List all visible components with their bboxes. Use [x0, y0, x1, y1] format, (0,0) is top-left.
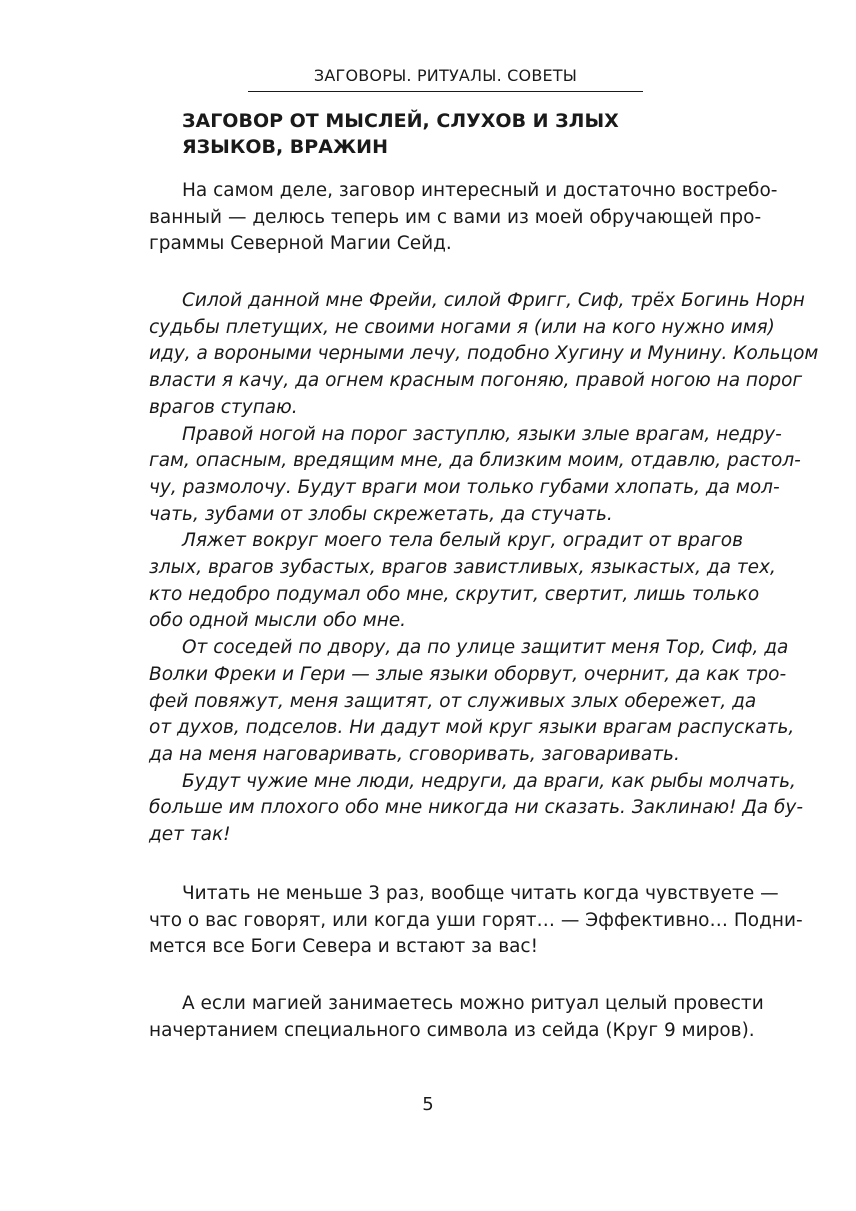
incantation-line: обо одной мысли обо мне. — [149, 610, 407, 632]
incantation-line: Правой ногой на порог заступлю, языки злые врагам, недру- — [182, 423, 782, 445]
chapter-title-line-1: ЗАГОВОР ОТ МЫСЛЕЙ, СЛУХОВ И ЗЛЫХ — [182, 110, 619, 132]
instructions-line: мется все Боги Севера и встают за вас! — [149, 936, 539, 958]
incantation-line: от духов, подселов. Ни дадут мой круг языки врагам распускать, — [149, 717, 795, 739]
incantation-line: дет так! — [149, 824, 231, 846]
chapter-title-line-2: ЯЗЫКОВ, ВРАЖИН — [182, 136, 388, 158]
incantation-line: Ляжет вокруг моего тела белый круг, оградит от врагов — [182, 530, 743, 552]
instructions-line: что о вас говорят, или когда уши горят… — Эффективно… Подни- — [149, 909, 803, 931]
incantation-line: врагов ступаю. — [149, 396, 298, 418]
ritual-note-line: начертанием специального символа из сейда (Круг 9 миров). — [149, 1019, 755, 1041]
incantation-line: иду, а вороными черными лечу, подобно Хугину и Мунину. Кольцом — [149, 343, 819, 365]
incantation-paragraph — [149, 769, 804, 849]
chapter-title — [182, 108, 742, 160]
instructions-line: Читать не меньше 3 раз, вообще читать когда чувствуете — — [182, 883, 779, 904]
incantation-line: да на меня наговаривать, сговоривать, заговаривать. — [149, 743, 680, 765]
incantation-line: судьбы плетущих, не своими ногами я (или на кого нужно имя) — [149, 316, 775, 338]
intro-line: ванный — делюсь теперь им с вами из моей обручающей про- — [149, 206, 762, 228]
incantation-text — [149, 288, 819, 849]
running-header: ЗАГОВОРЫ. РИТУАЛЫ. СОВЕТЫ — [248, 66, 643, 92]
incantation-line: Будут чужие мне люди, недруги, да враги, как рыбы молчать, — [182, 770, 796, 792]
instructions-paragraph — [149, 881, 803, 961]
incantation-paragraph — [149, 528, 776, 635]
ritual-note-line: А если магией занимаетесь можно ритуал целый провести — [182, 993, 764, 1014]
intro-line: граммы Северной Магии Сейд. — [149, 233, 452, 255]
intro-line: На самом деле, заговор интересный и достаточно востребо- — [182, 180, 778, 201]
incantation-line: фей повяжут, меня защитят, от служивых злых обережет, да — [149, 690, 757, 712]
incantation-line: кто недобро подумал обо мне, скрутит, свертит, лишь только — [149, 583, 760, 605]
intro-paragraph — [149, 178, 778, 258]
incantation-line: Волки Фреки и Гери — злые языки оборвут, очернит, да как тро- — [149, 663, 787, 685]
ritual-note-paragraph — [149, 991, 764, 1044]
incantation-line: злых, врагов зубастых, врагов завистливых, языкастых, да тех, — [149, 557, 776, 579]
incantation-line: Силой данной мне Фрейи, силой Фригг, Сиф, трёх Богинь Норн — [182, 290, 805, 311]
incantation-paragraph — [149, 422, 801, 529]
incantation-line: От соседей по двору, да по улице защитит меня Тор, Сиф, да — [182, 637, 789, 659]
incantation-line: чать, зубами от злобы скрежетать, да стучать. — [149, 503, 613, 525]
incantation-line: гам, опасным, вредящим мне, да близким моим, отдавлю, растол- — [149, 450, 801, 472]
incantation-paragraph — [149, 288, 819, 422]
incantation-paragraph — [149, 635, 795, 769]
incantation-line: власти я качу, да огнем красным погоняю, правой ногою на порог — [149, 370, 803, 392]
page-number: 5 — [422, 1094, 434, 1115]
incantation-line: чу, размолочу. Будут враги мои только губами хлопать, да мол- — [149, 476, 780, 498]
incantation-line: больше им плохого обо мне никогда ни сказать. Заклинаю! Да бу- — [149, 797, 804, 819]
